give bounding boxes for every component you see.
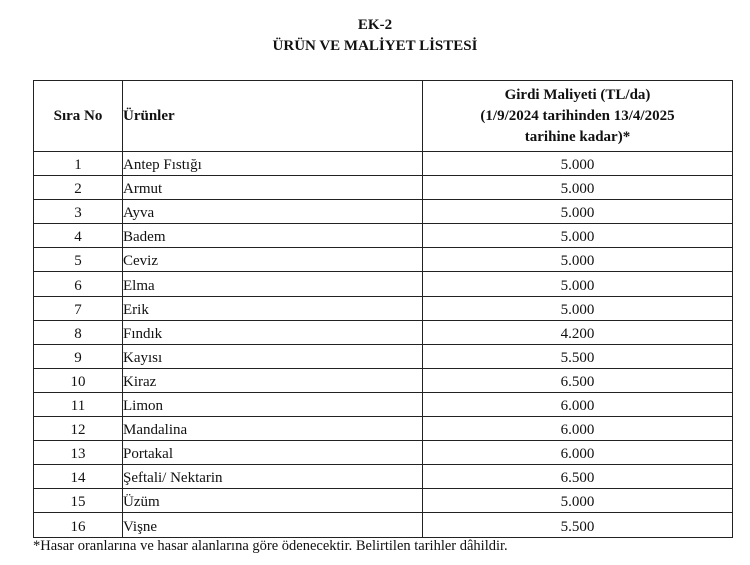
- product-name-cell: Ayva: [123, 200, 423, 224]
- annex-label: EK-2: [357, 17, 393, 33]
- product-name-cell: Fındık: [123, 320, 423, 344]
- table-row: [34, 200, 733, 224]
- table-row: [34, 489, 733, 513]
- table-row: [34, 152, 733, 176]
- cost-value-cell: 5.000: [423, 152, 733, 176]
- product-name-cell: Badem: [123, 224, 423, 248]
- cost-value-cell: 6.000: [423, 392, 733, 416]
- table-row: [34, 465, 733, 489]
- product-name-cell: Mandalina: [123, 417, 423, 441]
- cost-value-cell: 5.000: [423, 200, 733, 224]
- row-number-cell: 2: [34, 176, 123, 200]
- cost-value-cell: 6.000: [423, 441, 733, 465]
- cost-value-cell: 6.000: [423, 417, 733, 441]
- product-name-cell: Şeftali/ Nektarin: [123, 465, 423, 489]
- product-name-cell: Portakal: [123, 441, 423, 465]
- row-number-cell: 15: [34, 489, 123, 513]
- cost-header-line-2: (1/9/2024 tarihinden 13/4/2025: [480, 107, 675, 124]
- product-name-cell: Erik: [123, 296, 423, 320]
- table-row: [34, 296, 733, 320]
- row-number-cell: 10: [34, 368, 123, 392]
- row-number-cell: 7: [34, 296, 123, 320]
- footnote: *Hasar oranlarına ve hasar alanlarına göre ödenecektir. Belirtilen tarihler dâhildir.: [33, 538, 508, 554]
- product-name-cell: Antep Fıstığı: [123, 152, 423, 176]
- row-number-cell: 4: [34, 224, 123, 248]
- row-number-cell: 11: [34, 392, 123, 416]
- row-number-cell: 8: [34, 320, 123, 344]
- cost-header-line-3: tarihine kadar)*: [524, 128, 631, 145]
- table-row: [34, 272, 733, 296]
- table-row: [34, 392, 733, 416]
- row-number-cell: 13: [34, 441, 123, 465]
- product-name-cell: Vişne: [123, 513, 423, 537]
- row-number-cell: 14: [34, 465, 123, 489]
- table-row: [34, 441, 733, 465]
- product-name-cell: Kayısı: [123, 344, 423, 368]
- table-row: [34, 248, 733, 272]
- cost-header-line-1: Girdi Maliyeti (TL/da): [504, 86, 651, 103]
- row-number-cell: 12: [34, 417, 123, 441]
- table-row: [34, 417, 733, 441]
- cost-value-cell: 4.200: [423, 320, 733, 344]
- cost-value-cell: 5.000: [423, 296, 733, 320]
- product-name-cell: Armut: [123, 176, 423, 200]
- table-row: [34, 368, 733, 392]
- product-cost-table: [33, 80, 733, 538]
- row-number-cell: 6: [34, 272, 123, 296]
- column-header-no: Sıra No: [34, 81, 123, 152]
- row-number-cell: 9: [34, 344, 123, 368]
- cost-value-cell: 5.500: [423, 344, 733, 368]
- table-row: [34, 224, 733, 248]
- cost-value-cell: 5.000: [423, 224, 733, 248]
- product-name-cell: Limon: [123, 392, 423, 416]
- cost-value-cell: 5.000: [423, 272, 733, 296]
- table-row: [34, 176, 733, 200]
- cost-value-cell: 5.500: [423, 513, 733, 537]
- cost-value-cell: 6.500: [423, 465, 733, 489]
- row-number-cell: 16: [34, 513, 123, 537]
- product-name-cell: Ceviz: [123, 248, 423, 272]
- table-header-row: [34, 81, 733, 152]
- cost-value-cell: 5.000: [423, 176, 733, 200]
- table-row: [34, 513, 733, 537]
- row-number-cell: 5: [34, 248, 123, 272]
- document-header: [0, 15, 750, 57]
- product-name-cell: Üzüm: [123, 489, 423, 513]
- cost-value-cell: 6.500: [423, 368, 733, 392]
- page-title: ÜRÜN VE MALİYET LİSTESİ: [272, 38, 478, 54]
- row-number-cell: 3: [34, 200, 123, 224]
- product-name-cell: Elma: [123, 272, 423, 296]
- table-row: [34, 320, 733, 344]
- column-header-product: Ürünler: [123, 81, 423, 152]
- column-header-cost: [423, 81, 733, 152]
- table-body: [34, 152, 733, 538]
- cost-value-cell: 5.000: [423, 489, 733, 513]
- row-number-cell: 1: [34, 152, 123, 176]
- product-name-cell: Kiraz: [123, 368, 423, 392]
- cost-value-cell: 5.000: [423, 248, 733, 272]
- table-row: [34, 344, 733, 368]
